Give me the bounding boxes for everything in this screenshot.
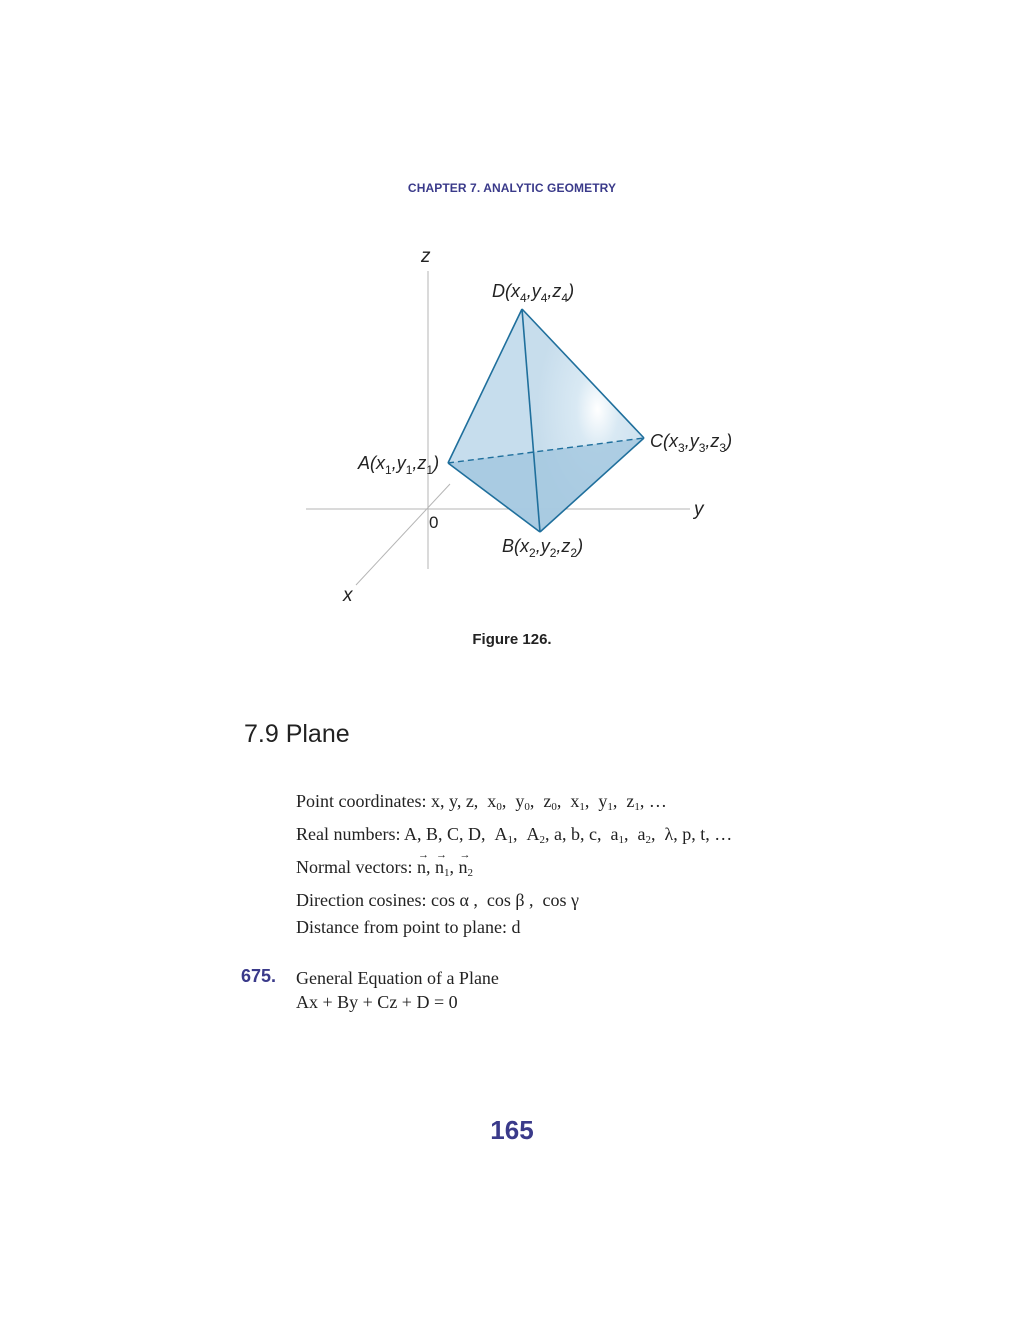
- equation-title: General Equation of a Plane: [296, 968, 499, 988]
- section-title: 7.9 Plane: [244, 720, 350, 748]
- page-number: 165: [490, 1115, 534, 1145]
- point-b-label: $B(x_2,y_2,z_2)$: [502, 536, 584, 560]
- tetrahedron-figure: [290, 235, 750, 610]
- origin-label: 0: [429, 513, 439, 532]
- direction-cosines-line: Direction cosines: cos α , cos β , cos γ: [296, 890, 579, 910]
- equation-number: 675.: [241, 966, 277, 986]
- z-axis-label: z: [421, 246, 431, 267]
- point-a-label: $A(x_1,y_1,z_1)$: [358, 453, 440, 477]
- point-d-label: $D(x_4,y_4,z_4)$: [492, 281, 575, 305]
- point-coordinates-line: Point coordinates: x, y, z, $x_0$, $y_0$, $z_0$, $x_1$, $y_1$, $z_1$, …: [296, 791, 667, 813]
- normal-vectors-line: Normal vectors: → n, → $n_1$, → $n_2$: [296, 854, 732, 887]
- distance-line: Distance from point to plane: d: [296, 917, 521, 937]
- running-header: CHAPTER 7. ANALYTIC GEOMETRY: [407, 181, 617, 195]
- figure-caption: Figure 126.: [472, 631, 552, 648]
- x-axis: [356, 484, 450, 585]
- real-numbers-line: Real numbers: A, B, C, D, $A_1$, $A_2$, a, b, c, $a_1$, $a_2$, λ, p, t, …: [296, 824, 733, 846]
- x-axis-label: x: [343, 585, 353, 606]
- y-axis-label: y: [694, 499, 704, 520]
- point-c-label: $C(x_3,y_3,z_3)$: [650, 431, 733, 455]
- notation-list: [296, 788, 732, 941]
- equation-block: [296, 966, 499, 1014]
- equation-formula: Ax + By + Cz + D = 0: [296, 992, 458, 1012]
